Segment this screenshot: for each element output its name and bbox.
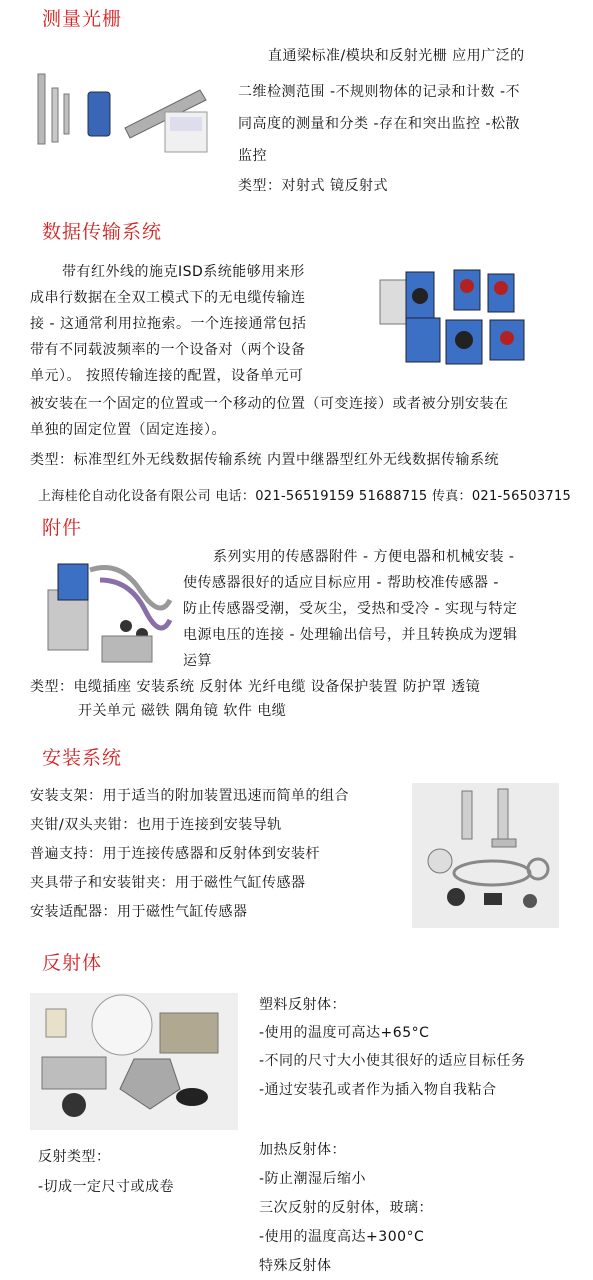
reflector-type-line-1: -切成一定尺寸或成卷	[38, 1179, 175, 1195]
light-grid-desc-line-2: 二维检测范围 -不规则物体的记录和计数 -不	[238, 84, 521, 100]
section-title-reflectors: 反射体	[42, 952, 103, 974]
reflector-glass-line-1: -使用的温度高达+300°C	[259, 1229, 425, 1245]
section-title-light-grid: 测量光栅	[42, 8, 123, 30]
light-grid-desc-line-4: 监控	[238, 148, 267, 164]
accessories-product-image	[30, 550, 175, 665]
mounting-line-5: 安装适配器：用于磁性气缸传感器	[30, 904, 248, 920]
mounting-line-4: 夹具带子和安装钳夹：用于磁性气缸传感器	[30, 875, 306, 891]
accessories-types-line-2: 开关单元 磁铁 隅角镜 软件 电缆	[78, 703, 287, 719]
light-grid-types: 类型：对射式 镜反射式	[238, 178, 388, 194]
data-transmission-line-6: 被安装在一个固定的位置或一个移动的位置（可变连接）或者被分别安装在	[30, 396, 509, 412]
reflector-type-heading: 反射类型：	[38, 1149, 111, 1165]
data-transmission-line-1: 带有红外线的施克ISD系统能够用来形	[62, 264, 305, 280]
reflector-special-heading: 特殊反射体	[259, 1258, 332, 1274]
mounting-systems-product-image	[412, 783, 559, 928]
data-transmission-line-3: 接 - 这通常利用拉拖索。一个连接通常包括	[30, 316, 307, 332]
light-grid-product-image	[30, 60, 230, 160]
data-transmission-types: 类型：标准型红外无线数据传输系统 内置中继器型红外无线数据传输系统	[30, 452, 499, 468]
reflector-plastic-heading: 塑料反射体：	[259, 997, 346, 1013]
data-transmission-line-2: 成串行数据在全双工模式下的无电缆传输连	[30, 290, 306, 306]
accessories-line-5: 运算	[183, 653, 212, 669]
light-grid-desc-line-3: 同高度的测量和分类 -存在和突出监控 -松散	[238, 116, 521, 132]
section-title-mounting-systems: 安装系统	[42, 747, 123, 769]
accessories-types-line-1: 类型：电缆插座 安装系统 反射体 光纤电缆 设备保护装置 防护罩 透镜	[30, 679, 481, 695]
data-transmission-line-7: 单独的固定位置（固定连接）。	[30, 422, 226, 438]
accessories-line-1: 系列实用的传感器附件 - 方便电器和机械安装 -	[213, 549, 515, 565]
accessories-line-4: 电源电压的连接 - 处理输出信号，并且转换成为逻辑	[183, 627, 518, 643]
section-title-data-transmission: 数据传输系统	[42, 221, 163, 243]
section-title-accessories: 附件	[42, 517, 83, 539]
company-contact-info: 上海桂伦自动化设备有限公司 电话：021-56519159 51688715 传真：021-56503715	[38, 489, 572, 504]
reflector-glass-heading: 三次反射的反射体，玻璃：	[259, 1200, 433, 1216]
reflector-plastic-line-3: -通过安装孔或者作为插入物自我粘合	[259, 1082, 497, 1098]
light-grid-desc-line-1: 直通梁标准/模块和反射光栅 应用广泛的	[268, 48, 525, 64]
accessories-line-2: 使传感器很好的适应目标应用 - 帮助校准传感器 -	[183, 575, 499, 591]
reflector-heated-heading: 加热反射体：	[259, 1142, 346, 1158]
accessories-line-3: 防止传感器受潮，受灰尘，受热和受冷 - 实现与特定	[183, 601, 518, 617]
mounting-line-1: 安装支架：用于适当的附加装置迅速而简单的组合	[30, 788, 349, 804]
mounting-line-2: 夹钳/双头夹钳：也用于连接到安装导轨	[30, 817, 282, 833]
mounting-line-3: 普遍支持：用于连接传感器和反射体到安装杆	[30, 846, 320, 862]
reflector-plastic-line-1: -使用的温度可高达+65°C	[259, 1025, 430, 1041]
data-transmission-line-4: 带有不同载波频率的一个设备对（两个设备	[30, 342, 306, 358]
reflectors-product-image	[30, 993, 238, 1130]
reflector-plastic-line-2: -不同的尺寸大小使其很好的适应目标任务	[259, 1053, 526, 1069]
data-transmission-line-5: 单元）。 按照传输连接的配置，设备单元可	[30, 368, 304, 384]
reflector-heated-line-1: -防止潮湿后缩小	[259, 1171, 367, 1187]
data-transmission-product-image	[370, 258, 550, 368]
